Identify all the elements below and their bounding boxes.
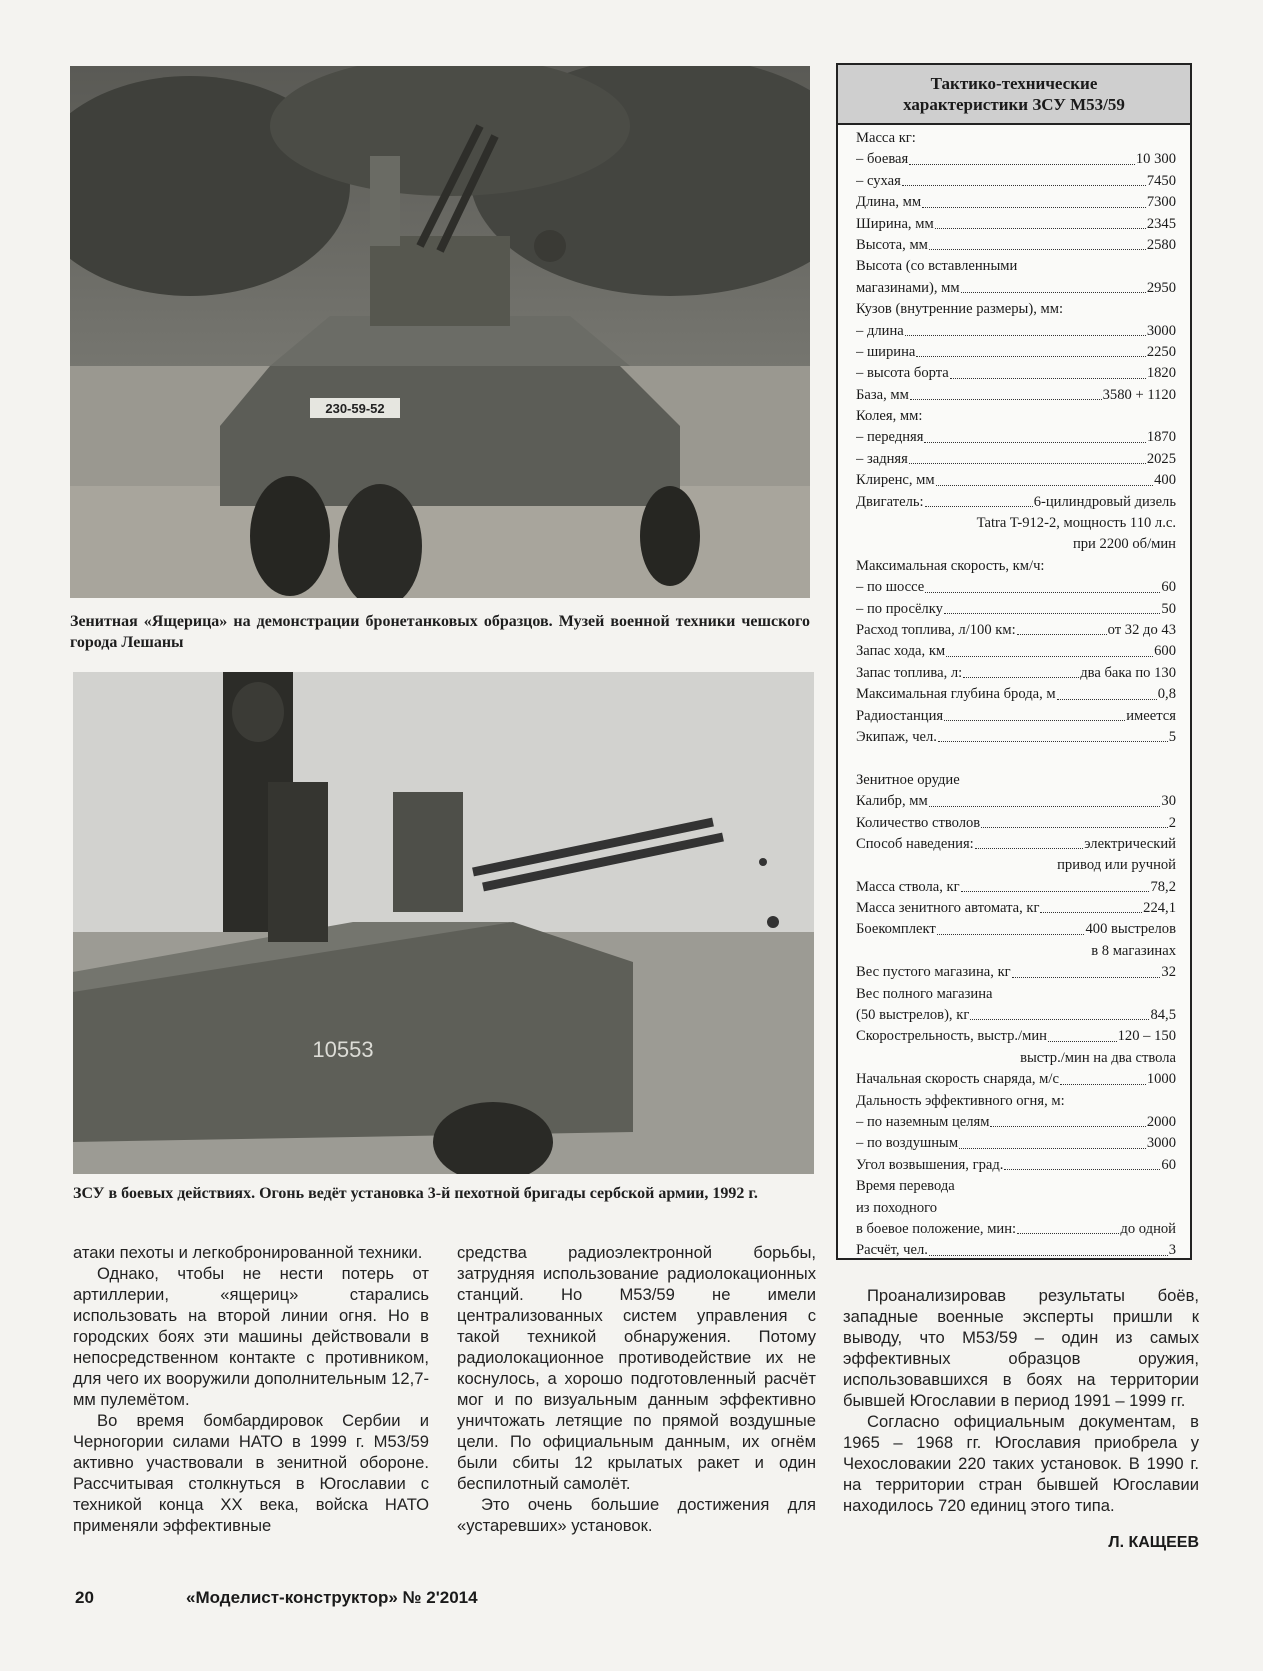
spec-row [856,235,1176,256]
spec-label: Ширина, мм [856,215,934,232]
spec-title-line1: Тактико-технические [930,74,1098,93]
spec-row [856,834,1176,855]
spec-value: от 32 до 43 [1107,621,1176,638]
paragraph: Проанализировав результаты боёв, западные военные эксперты пришли к выводу, что M53/59 – один из самых эффективных образцов оружия, использовавшихся в боях на территории бывшей Югославии в период 1991 – 1999 гг. [843,1286,1199,1410]
spec-row [856,706,1176,727]
spec-row [856,984,1176,1005]
dot-leader [963,663,1079,678]
spec-table [836,63,1192,1260]
photo-museum-demonstration [70,66,810,598]
spec-value: 3000 [1146,1135,1176,1152]
spec-value: 3580 + 1120 [1102,386,1176,403]
spec-row [856,449,1176,470]
paragraph: Однако, чтобы не нести потерь от артиллерии, «ящериц» старались использовать на второй линии огня. Но в городских боях эти машины действовали в непосредственном контакте с противником, для чего их вооружили дополнительным 12,7-мм пулемётом. [73,1264,429,1409]
spec-label: Максимальная глубина брода, м [856,686,1056,703]
spec-value: имеется [1126,707,1176,724]
dot-leader [1060,1069,1146,1084]
spec-row [856,599,1176,620]
spec-row [856,1091,1176,1112]
dot-leader [936,470,1153,485]
spec-row [856,727,1176,748]
spec-label: Клиренс, мм [856,472,935,489]
spec-value: 60 [1161,1156,1176,1173]
spec-label: из походного [856,1199,938,1216]
spec-value: 32 [1161,964,1176,981]
spec-label: – задняя [856,450,908,467]
photo2-caption: ЗСУ в боевых действиях. Огонь ведёт установка 3-й пехотной бригады сербской армии, 1992 г. [73,1185,758,1202]
spec-label: Tatra T-912-2, мощность 110 л.с. [976,515,1176,532]
text-column-1 [73,1242,429,1536]
spec-row [856,1005,1176,1026]
spec-value: 120 – 150 [1117,1028,1176,1045]
firing-vehicle-image [73,672,814,1174]
spec-label: Длина, мм [856,194,922,211]
dot-leader [910,385,1102,400]
spec-row [856,427,1176,448]
spec-label: Запас хода, км [856,643,946,660]
spec-value: 78,2 [1150,878,1176,895]
spec-value: 600 [1154,643,1176,660]
spec-value: электрический [1084,835,1176,852]
dot-leader [959,1133,1146,1148]
armored-vehicle-image [70,66,810,598]
spec-label: Масса кг: [856,130,916,146]
dot-leader [925,577,1160,592]
spec-value: 2250 [1146,343,1176,360]
spec-label: магазинами), мм [856,279,960,296]
spec-value: 7450 [1146,172,1176,189]
spec-row [856,171,1176,192]
dot-leader [909,149,1135,164]
spec-row [856,577,1176,598]
spec-row [856,1219,1176,1240]
spec-row [856,406,1176,427]
spec-label: – по наземным целям [856,1113,990,1130]
dot-leader [935,214,1146,229]
spec-label: Способ наведения: [856,835,974,852]
dot-leader [902,171,1146,186]
spec-label: – передняя [856,429,924,446]
text-column-3 [843,1285,1199,1516]
dot-leader [937,919,1085,934]
spec-row [856,663,1176,684]
spec-row [856,962,1176,983]
page-number: 20 [75,1588,94,1607]
spec-label: Высота (со вставленными [856,258,1018,275]
spec-row [856,898,1176,919]
dot-leader [922,192,1146,207]
paragraph: Согласно официальным документам, в 1965 – 1968 гг. Югославия приобрела у Чехословакии 220 таких установок. В 1990 г. на территории стран бывшей Югославии находилось 720 единиц этого типа. [843,1412,1199,1515]
spec-row [856,492,1176,513]
spec-label: выстр./мин на два ствола [1020,1049,1176,1066]
spec-row [856,919,1176,940]
photo1-caption: Зенитная «Ящерица» на демонстрации бронетанковых образцов. Музей военной техники чешского города Лешаны [70,613,810,651]
spec-row [856,770,1176,791]
spec-value: 84,5 [1150,1007,1176,1024]
dot-leader [1017,620,1107,635]
spec-label: – по просёлку [856,600,943,617]
spec-value: 1870 [1146,429,1176,446]
spec-value: 2345 [1146,215,1176,232]
dot-leader [944,599,1161,614]
hull-number-text: 10553 [312,1037,374,1062]
dot-leader [961,278,1146,293]
dot-leader [909,449,1146,464]
dot-leader [1040,898,1142,913]
spec-row [856,1240,1176,1261]
spec-title-line2: характеристики ЗСУ M53/59 [903,95,1125,114]
dot-leader [925,492,1033,507]
spec-label: – по шоссе [856,579,925,596]
spec-row [856,813,1176,834]
spec-label: Количество стволов [856,814,981,831]
spec-value: 5 [1168,728,1176,745]
spec-label: Скорострельность, выстр./мин [856,1028,1047,1045]
spec-row [856,1048,1176,1069]
spec-value: два бака по 130 [1080,664,1176,681]
spec-label: в 8 магазинах [1091,942,1176,959]
spec-label: – сухая [856,172,901,189]
paragraph: атаки пехоты и легкобронированной техники. [73,1243,423,1262]
spec-label: Колея, мм: [856,408,923,425]
spec-label: – ширина [856,343,916,360]
text-column-2 [457,1242,816,1536]
spec-label: – боевая [856,151,909,168]
dot-leader [970,1005,1149,1020]
spec-row [856,1133,1176,1154]
dot-leader [1057,684,1157,699]
license-plate-text: 230-59-52 [325,401,385,416]
spec-value: 400 [1154,472,1176,489]
spec-label: Расход топлива, л/100 км: [856,621,1016,638]
dot-leader [916,342,1145,357]
spec-label: Зенитное орудие [856,771,960,788]
spec-row [856,278,1176,299]
spec-row [856,620,1176,641]
spec-row [856,321,1176,342]
spec-value: 2580 [1146,236,1176,253]
spec-label: Боекомплект [856,921,936,938]
spec-rows [838,125,1190,1262]
spec-label: Запас топлива, л: [856,664,963,681]
spec-row [856,1069,1176,1090]
spec-value: 400 выстрелов [1085,921,1176,938]
spec-row [856,748,1176,769]
spec-label: Вес пустого магазина, кг [856,964,1011,981]
paragraph: средства радиоэлектронной борьбы, затрудняя использование радиолокационных станций. Но M53/59 не имели централизованных систем управления с такой техникой обнаружения. Потому радиолокационное противодействие их не коснулось, а хорошо подготовленный расчёт мог и по визуальным данным эффективно уничтожать летящие по прямой воздушные цели. По официальным данным, их огнём были сбиты 12 крылатых ракет и один беспилотный самолёт. [457,1243,816,1493]
dot-leader [1017,1219,1119,1234]
spec-label: Вес полного магазина [856,985,993,1002]
dot-leader [944,706,1125,721]
spec-value: 7300 [1146,194,1176,211]
spec-row [856,128,1176,149]
paragraph: Во время бомбардировок Сербии и Черногории силами НАТО в 1999 г. M53/59 активно участвовали в зенитной обороне. Рассчитывая столкнуться в Югославии с техникой конца XX века, войска НАТО применяли эффективные [73,1411,429,1535]
spec-row [856,363,1176,384]
spec-value: 60 [1161,579,1176,596]
dot-leader [929,1240,1168,1255]
spec-label: Двигатель: [856,493,924,510]
dot-leader [1004,1155,1160,1170]
spec-row [856,941,1176,962]
spec-row [856,1155,1176,1176]
spec-row [856,342,1176,363]
paragraph: Это очень большие достижения для «устаревших» установок. [457,1495,816,1535]
spec-label: Максимальная скорость, км/ч: [856,557,1045,574]
spec-label: Расчёт, чел. [856,1242,928,1259]
spec-value: 50 [1161,600,1176,617]
spec-row [856,791,1176,812]
spec-value: 1000 [1146,1071,1176,1088]
spec-row [856,877,1176,898]
journal-title: «Моделист-конструктор» № 2'2014 [186,1588,478,1607]
spec-row [856,299,1176,320]
spec-row [856,1176,1176,1197]
dot-leader [990,1112,1145,1127]
spec-row [856,855,1176,876]
spec-label: Дальность эффективного огня, м: [856,1092,1065,1109]
spec-label: (50 выстрелов), кг [856,1007,970,1024]
dot-leader [946,641,1153,656]
spec-row [856,1026,1176,1047]
author-signature: Л. КАЩЕЕВ [1108,1534,1199,1551]
spec-value: 10 300 [1135,151,1176,168]
dot-leader [1048,1026,1117,1041]
spec-value: 30 [1161,793,1176,810]
spec-row [856,149,1176,170]
spec-value: 6-цилиндровый дизель [1033,493,1176,510]
spec-row [856,684,1176,705]
spec-row [856,214,1176,235]
dot-leader [929,791,1161,806]
spec-row [856,1112,1176,1133]
dot-leader [975,834,1084,849]
spec-row [856,256,1176,277]
dot-leader [929,235,1146,250]
dot-leader [950,363,1146,378]
spec-value: 0,8 [1157,686,1176,703]
spec-label: Экипаж, чел. [856,728,937,745]
dot-leader [905,321,1146,336]
spec-label: при 2200 об/мин [1072,536,1176,553]
spec-label: Начальная скорость снаряда, м/с [856,1071,1059,1088]
spec-value: 2025 [1146,450,1176,467]
spec-label: – длина [856,322,904,339]
photo-combat-action [73,672,814,1174]
spec-row [856,1198,1176,1219]
spec-row [856,534,1176,555]
dot-leader [924,427,1145,442]
spec-label: – высота борта [856,365,949,382]
spec-value: 2950 [1146,279,1176,296]
spec-label: – по воздушным [856,1135,959,1152]
spec-label: Радиостанция [856,707,944,724]
dot-leader [981,813,1168,828]
spec-label: Угол возвышения, град. [856,1156,1004,1173]
spec-value: 3 [1168,1242,1176,1259]
spec-value: 3000 [1146,322,1176,339]
spec-label: Кузов (внутренние размеры), мм: [856,301,1064,318]
dot-leader [1012,962,1161,977]
dot-leader [961,877,1150,892]
spec-value: 2 [1168,814,1176,831]
spec-row [856,641,1176,662]
spec-row [856,192,1176,213]
spec-row [856,556,1176,577]
spec-table-title [838,65,1190,125]
spec-value: 224,1 [1143,900,1176,917]
spec-label: Время перевода [856,1178,955,1195]
spec-label: Масса ствола, кг [856,878,960,895]
spec-row [856,470,1176,491]
spec-label: Высота, мм [856,236,928,253]
spec-value: 2000 [1146,1113,1176,1130]
spec-row [856,513,1176,534]
spec-label: Калибр, мм [856,793,928,810]
spec-label: привод или ручной [1057,857,1176,874]
spec-label: Масса зенитного автомата, кг [856,900,1040,917]
dot-leader [938,727,1168,742]
spec-label: в боевое положение, мин: [856,1220,1017,1237]
spec-label: База, мм [856,386,909,403]
spec-row [856,385,1176,406]
spec-value: до одной [1120,1220,1176,1237]
spec-value: 1820 [1146,365,1176,382]
